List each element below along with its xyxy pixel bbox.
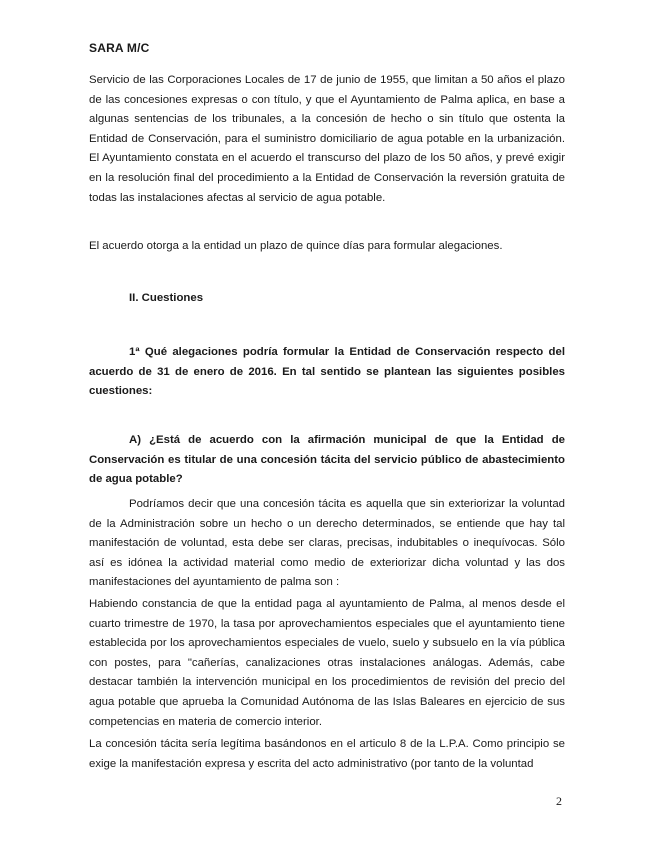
page-number: 2	[556, 794, 562, 808]
section-heading-cuestiones: II. Cuestiones	[129, 292, 204, 304]
document-header-title: SARA M/C	[89, 41, 150, 55]
intro-paragraph: Servicio de las Corporaciones Locales de 17 de junio de 1955, que limitan a 50 años el plazo de las concesiones expresas o con título, y que el Ayuntamiento de Palma aplica, en base a algunas sentencias de los tribunales, a la concesión de hecho o sin título que ostenta la Entidad de Conservación, para el suministro domiciliario de agua potable en la urbanización. El Ayuntamiento constata en el acuerdo el transcurso del plazo de los 50 años, y prevé exigir en la resolución final del procedimiento a la Entidad de Conservación la reversión gratuita de todas las instalaciones afectas al servicio de agua potable.	[89, 74, 565, 204]
plazo-paragraph: El acuerdo otorga a la entidad un plazo de quince días para formular alegaciones.	[89, 240, 503, 252]
question-1-heading: 1ª Qué alegaciones podría formular la Entidad de Conservación respecto del acuerdo de 31 de enero de 2016. En tal sentido se plantean las siguientes posibles cuestiones:	[89, 346, 565, 398]
paragraph-concesion-tacita: Podríamos decir que una concesión tácita es aquella que sin exteriorizar la voluntad de la Administración sobre un hecho o un derecho determinados, se entiende que hay tal manifestación de voluntad, esta debe ser claras, precisas, indubitables o inequívocas. Sólo así es idónea la actividad material como medio de exteriorizar dicha voluntad y las dos manifestaciones del ayuntamiento de palma son :	[89, 498, 565, 589]
paragraph-constancia-pago: Habiendo constancia de que la entidad paga al ayuntamiento de Palma, al menos desde el cuarto trimestre de 1970, la tasa por aprovechamientos especiales que el ayuntamiento tiene establecida por los aprovechamientos especiales de vuelo, suelo y subsuelo en la vía pública con postes, para "cañerías, canalizaciones otras instalaciones análogas. Además, cabe destacar también la intervención municipal en los procedimientos de revisión del precio del agua potable que aprueba la Comunidad Autónoma de las Islas Baleares en ejercicio de sus competencias en materia de comercio interior.	[89, 598, 565, 728]
question-a-heading: A) ¿Está de acuerdo con la afirmación municipal de que la Entidad de Conservación es titular de una concesión tácita del servicio público de abastecimiento de agua potable?	[89, 434, 565, 486]
paragraph-concesion-legitima: La concesión tácita sería legítima basándonos en el articulo 8 de la L.P.A. Como principio se exige la manifestación expresa y escrita del acto administrativo (por tanto de la voluntad	[89, 738, 565, 770]
